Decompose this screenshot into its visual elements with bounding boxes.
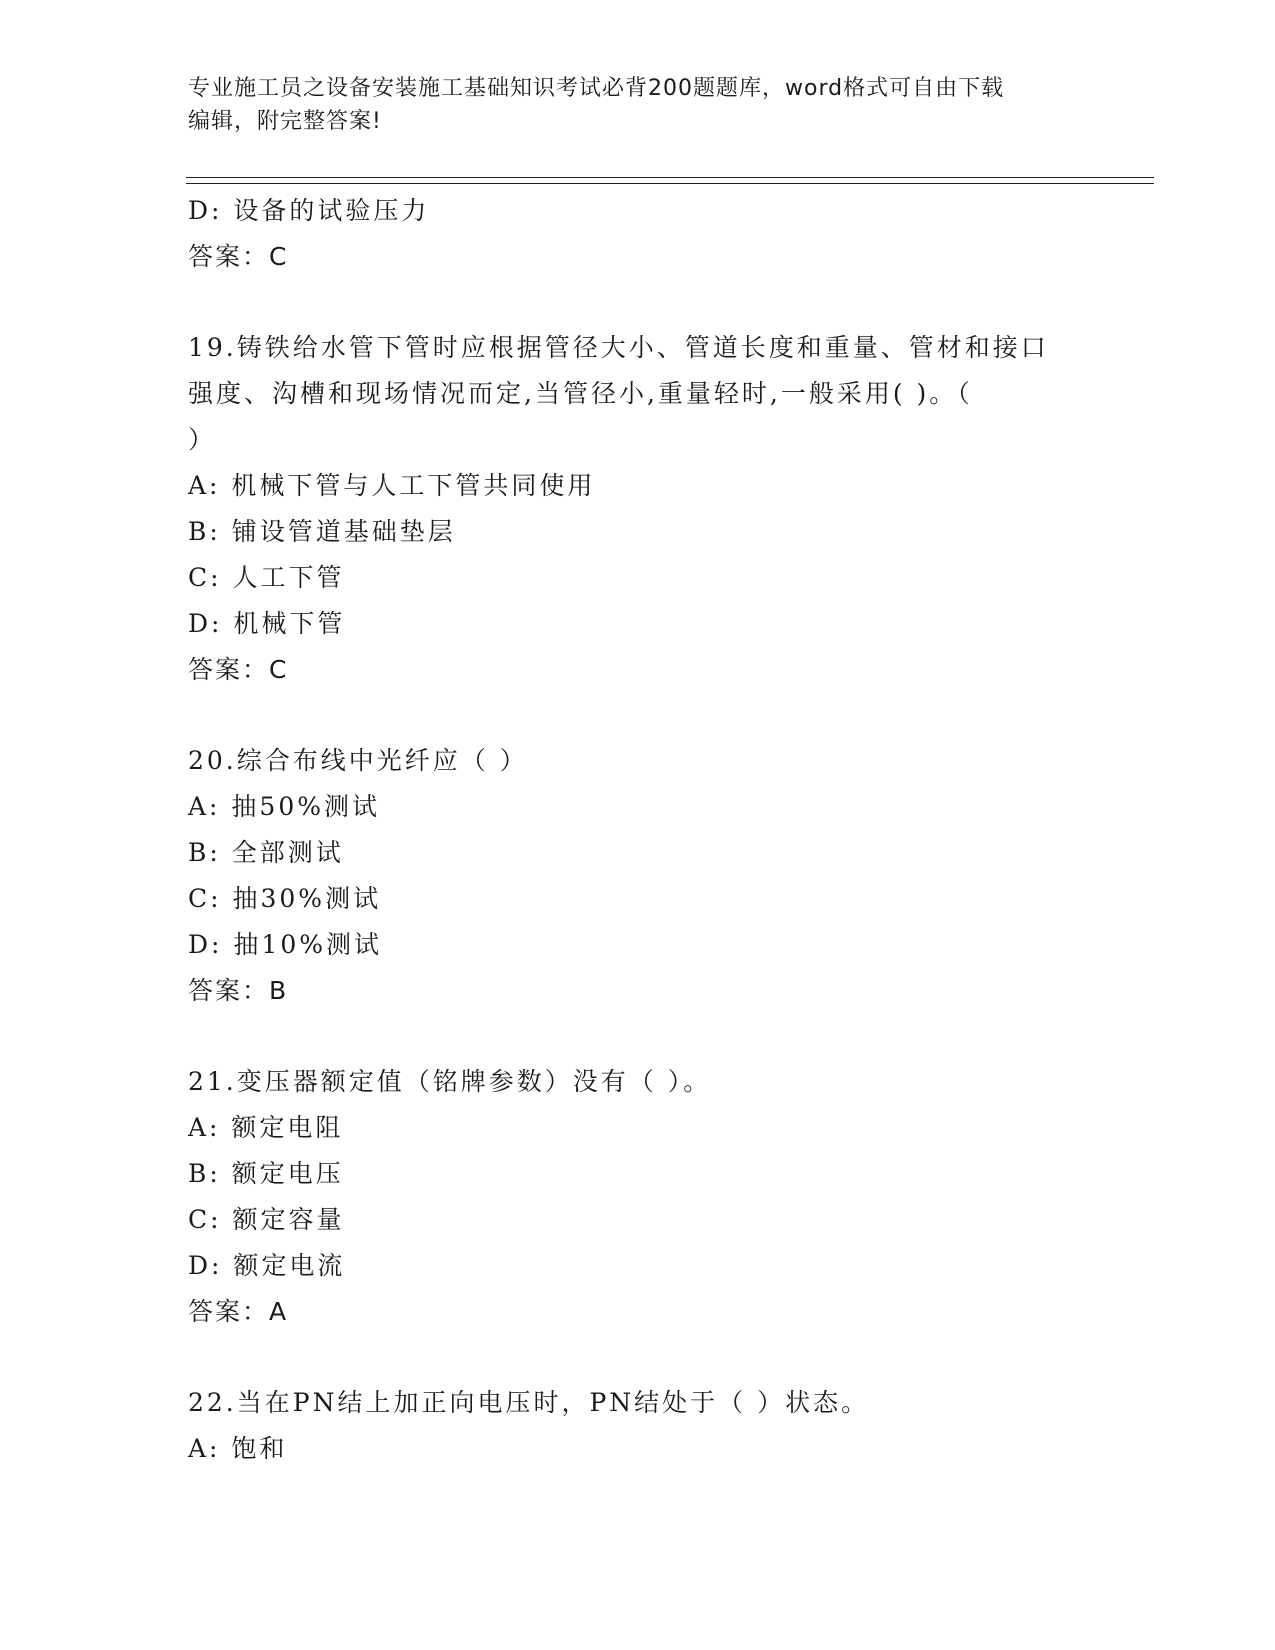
answer: 答案：A [188,1297,289,1326]
option-d: D: 机械下管 [188,609,346,638]
header-divider-top [186,177,1154,178]
option-b: B: 铺设管道基础垫层 [188,517,456,546]
header-divider-bottom [186,183,1154,184]
answer: 答案：C [188,655,289,684]
question-list [188,188,1088,1472]
question-text: ） [188,425,217,454]
question-text: 22.当在PN结上加正向电压时，PN结处于（ ）状态。 [188,1388,870,1417]
question-21 [188,1059,1088,1335]
option-d: D: 额定电流 [188,1251,346,1280]
option-c: C: 抽30%测试 [188,884,382,913]
option-c: C: 人工下管 [188,563,345,592]
option-a: A: 额定电阻 [188,1113,344,1142]
document-header [188,72,1088,138]
option-a: A: 机械下管与人工下管共同使用 [188,471,596,500]
question-20 [188,738,1088,1014]
answer: 答案：B [188,976,289,1005]
question-text: 19.铸铁给水管下管时应根据管径大小、管道长度和重量、管材和接口 [188,333,1049,362]
question-22 [188,1380,1088,1472]
header-line-2: 编辑，附完整答案! [188,109,382,134]
header-line-1: 专业施工员之设备安装施工基础知识考试必背200题题库，word格式可自由下载 [188,76,1005,101]
option-b: B: 额定电压 [188,1159,344,1188]
option-d: D: 抽10%测试 [188,930,382,959]
question-19 [188,325,1088,693]
option-a: A: 饱和 [188,1434,288,1463]
option-a: A: 抽50%测试 [188,792,380,821]
option-c: C: 额定容量 [188,1205,345,1234]
option-d: D: 设备的试验压力 [188,196,430,225]
question-text: 强度、沟槽和现场情况而定,当管径小,重量轻时,一般采用( )。（ [188,379,973,408]
option-b: B: 全部测试 [188,838,344,867]
question-text: 21.变压器额定值（铭牌参数）没有（ ）。 [188,1067,712,1096]
question-text: 20.综合布线中光纤应（ ） [188,746,528,775]
answer: 答案：C [188,242,289,271]
